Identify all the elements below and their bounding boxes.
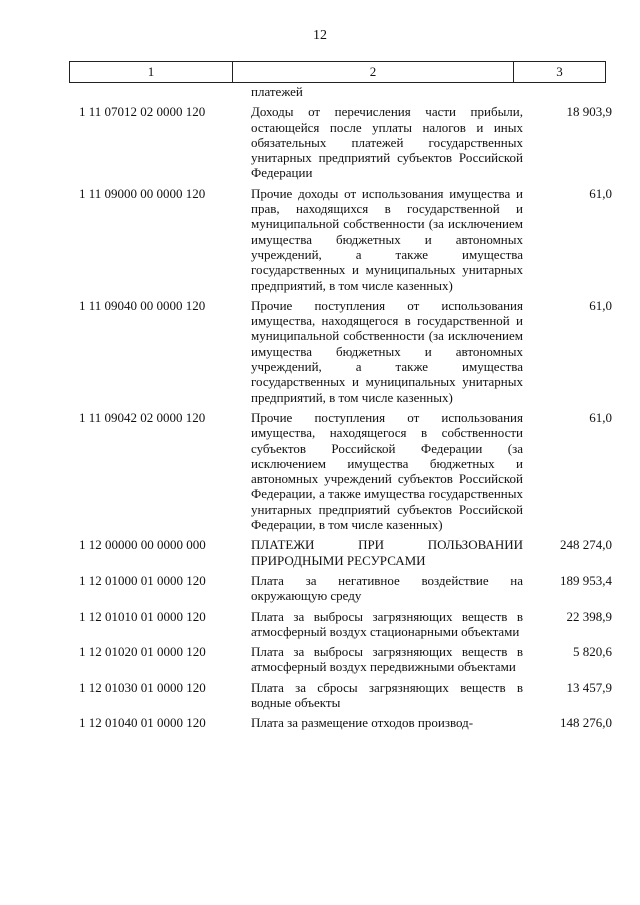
header-col-1: 1 xyxy=(70,62,233,83)
table-row xyxy=(69,537,617,573)
table-row xyxy=(69,298,617,410)
name-cell: Плата за негативное воздействие на окружающую среду xyxy=(251,572,523,604)
amount-cell: 189 953,4 xyxy=(560,572,612,588)
name-cell: Прочие доходы от использования имущества и прав, находящихся в государственной и муниципальной собственности (за исключением имущества бюджетных и автономных учреждений, а также имущества государственных и муниципальных унитарных предприятий, в том числе казенных) xyxy=(251,185,523,293)
name-cell: Доходы от перечисления части прибыли, остающейся после уплаты налогов и иных обязательных платежей государственных унитарных предприятий субъектов Российской Федерации xyxy=(251,104,523,181)
code-cell: 1 12 01020 01 0000 120 xyxy=(79,644,206,660)
code-cell: 1 12 01030 01 0000 120 xyxy=(79,679,206,695)
name-cell: Плата за выбросы загрязняющих веществ в атмосферный воздух стационарными объектами xyxy=(251,608,523,639)
amount-cell: 13 457,9 xyxy=(566,679,612,695)
name-cell: Плата за размещение отходов производ- xyxy=(251,715,474,731)
name-cell: Плата за сбросы загрязняющих веществ в водные объекты xyxy=(251,679,523,710)
code-cell: 1 11 09000 00 0000 120 xyxy=(79,185,206,201)
name-cell: Плата за выбросы загрязняющих веществ в атмосферный воздух передвижными объектами xyxy=(251,644,523,675)
amount-cell: 61,0 xyxy=(589,409,612,425)
table-row xyxy=(69,644,617,680)
amount-cell: 18 903,9 xyxy=(566,104,612,120)
table-row xyxy=(69,573,617,609)
amount-cell: 61,0 xyxy=(589,185,612,201)
code-cell: 1 12 01010 01 0000 120 xyxy=(79,608,206,624)
code-cell: 1 11 07012 02 0000 120 xyxy=(79,104,206,120)
table-row-continued xyxy=(69,84,617,104)
code-cell: 1 11 09042 02 0000 120 xyxy=(79,409,206,425)
table-row xyxy=(69,104,617,185)
amount-cell: 248 274,0 xyxy=(560,537,612,553)
amount-cell: 61,0 xyxy=(589,297,612,313)
name-cell: ПЛАТЕЖИ ПРИ ПОЛЬЗОВАНИИ ПРИРОДНЫМИ РЕСУРСАМИ xyxy=(251,537,523,568)
code-cell: 1 11 09040 00 0000 120 xyxy=(79,297,206,313)
name-cell: платежей xyxy=(251,84,303,99)
code-cell xyxy=(69,84,241,104)
revenue-table xyxy=(69,84,617,736)
amount-cell: 5 820,6 xyxy=(573,644,612,660)
table-row xyxy=(69,715,617,735)
name-cell: Прочие поступления от использования имущества, находящегося в государственной и муниципальной собственности (за исключением имущества бюджетных и автономных учреждений, а также имущества государственных и муниципальных унитарных предприятий, в том числе казенных) xyxy=(251,297,523,405)
header-col-2: 2 xyxy=(233,62,514,83)
name-cell: Прочие поступления от использования имущества, находящегося в собственности субъектов Российской Федерации (за исключением имущества бюджетных и автономных учреждений субъектов Российской Федерации, а также имущества государственных унитарных предприятий субъектов Российской Федерации, в том числе казенных) xyxy=(251,409,523,533)
amount-cell: 22 398,9 xyxy=(566,608,612,624)
table-row xyxy=(69,680,617,716)
header-col-3: 3 xyxy=(514,62,606,83)
table-header xyxy=(69,61,606,83)
amount-cell xyxy=(523,84,617,104)
code-cell: 1 12 01040 01 0000 120 xyxy=(79,715,206,731)
table-row xyxy=(69,609,617,645)
table-row xyxy=(69,186,617,298)
table-row xyxy=(69,410,617,537)
page-number: 12 xyxy=(313,28,327,43)
code-cell: 1 12 01000 01 0000 120 xyxy=(79,572,206,588)
code-cell: 1 12 00000 00 0000 000 xyxy=(79,537,206,553)
amount-cell: 148 276,0 xyxy=(560,715,612,731)
